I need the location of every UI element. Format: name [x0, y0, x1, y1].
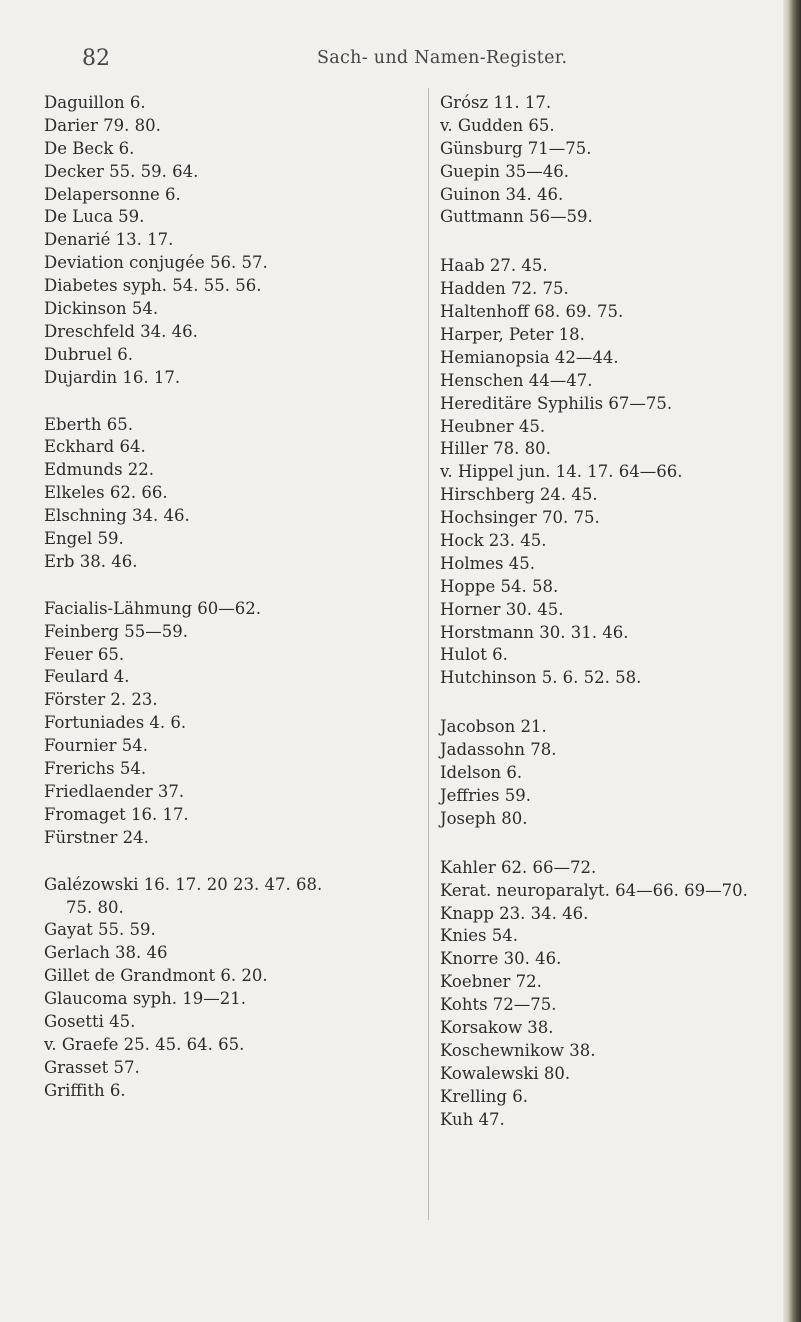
index-entry: Grasset 57. — [44, 1057, 140, 1077]
index-entry: Jeffries 59. — [440, 785, 531, 805]
section-k — [440, 857, 780, 1132]
index-entry: Gosetti 45. — [44, 1011, 136, 1031]
section-gap — [440, 831, 780, 857]
index-entry: Holmes 45. — [440, 553, 535, 573]
index-entry: Idelson 6. — [440, 763, 523, 783]
index-entry: Feinberg 55—59. — [44, 621, 188, 641]
index-entry: Eckhard 64. — [44, 437, 146, 457]
index-entry: Hereditäre Syphilis 67—75. — [440, 393, 673, 413]
section-d — [44, 92, 404, 390]
index-entry: Korsakow 38. — [440, 1017, 554, 1037]
section-gap — [440, 690, 780, 716]
index-entry: Hiller 78. 80. — [440, 439, 551, 459]
index-entry: Gillet de Grandmont 6. 20. — [44, 966, 268, 986]
index-entry: Deviation conjugée 56. 57. — [44, 253, 268, 273]
index-entry: Heubner 45. — [440, 416, 546, 436]
index-entry: Fromaget 16. 17. — [44, 804, 189, 824]
index-entry: Kohts 72—75. — [440, 995, 557, 1015]
index-entry: De Luca 59. — [44, 207, 145, 227]
index-entry: Günsburg 71—75. — [440, 138, 592, 158]
index-entry: Hutchinson 5. 6. 52. 58. — [440, 668, 642, 688]
index-entry: Friedlaender 37. — [44, 781, 185, 801]
index-entry: Decker 55. 59. 64. — [44, 161, 199, 181]
index-entry: Kahler 62. 66—72. — [440, 857, 597, 877]
section-h — [440, 255, 780, 690]
index-entry: Guttmann 56—59. — [440, 207, 593, 227]
index-entry: Horner 30. 45. — [440, 599, 564, 619]
index-entry: Kowalewski 80. — [440, 1063, 571, 1083]
index-entry: Knorre 30. 46. — [440, 949, 562, 969]
section-gap — [44, 390, 404, 414]
section-gap — [44, 850, 404, 874]
section-j — [440, 716, 780, 830]
index-entry: Dubruel 6. — [44, 344, 133, 364]
index-entry: Jadassohn 78. — [440, 740, 557, 760]
index-entry: Kerat. neuroparalyt. 64—66. 69—70. — [440, 880, 748, 900]
column-divider — [428, 88, 429, 1220]
index-entry: Daguillon 6. — [44, 93, 146, 112]
section-g-continued — [440, 92, 780, 229]
index-entry: Elkeles 62. 66. — [44, 483, 168, 503]
index-entry: Joseph 80. — [440, 808, 528, 828]
index-entry: Grósz 11. 17. — [440, 93, 552, 112]
index-entry: Koebner 72. — [440, 972, 542, 992]
index-entry: Horstmann 30. 31. 46. — [440, 622, 629, 642]
index-entry: v. Gudden 65. — [440, 115, 555, 135]
index-entry: Kuh 47. — [440, 1109, 505, 1129]
index-entry: Engel 59. — [44, 529, 124, 549]
index-entry: Fournier 54. — [44, 736, 149, 756]
index-entry: Haab 27. 45. — [440, 256, 548, 276]
index-entry: Hirschberg 24. 45. — [440, 485, 598, 505]
index-entry: Dickinson 54. — [44, 299, 159, 319]
section-f — [44, 598, 404, 850]
section-gap — [440, 229, 780, 255]
index-entry: Edmunds 22. — [44, 460, 155, 480]
index-entry: Guepin 35—46. — [440, 161, 570, 181]
index-entry: Guinon 34. 46. — [440, 184, 564, 204]
section-g — [44, 874, 404, 1103]
index-entry: Feulard 4. — [44, 667, 130, 687]
index-entry: Knies 54. — [440, 926, 518, 946]
index-entry: Koschewnikow 38. — [440, 1040, 596, 1060]
index-entry: Harper, Peter 18. — [440, 325, 585, 345]
index-entry: Gerlach 38. 46 — [44, 943, 168, 963]
index-entry: Fürstner 24. — [44, 827, 149, 847]
index-entry: Jacobson 21. — [440, 717, 547, 737]
page-binding-edge — [783, 0, 801, 1322]
index-entry: Facialis-Lähmung 60—62. — [44, 598, 261, 618]
index-entry: Gayat 55. 59. — [44, 920, 156, 940]
page-header — [0, 46, 801, 76]
index-entry: Erb 38. 46. — [44, 551, 138, 571]
index-entry: Henschen 44—47. — [440, 370, 593, 390]
index-entry: Eberth 65. — [44, 414, 134, 434]
section-gap — [44, 574, 404, 598]
index-entry: Galézowski 16. 17. 20 23. 47. 68. — [44, 874, 323, 894]
index-entry: Hock 23. 45. — [440, 531, 547, 551]
index-entry: Denarié 13. 17. — [44, 230, 174, 250]
index-entry: Fortuniades 4. 6. — [44, 713, 187, 733]
left-column — [44, 92, 404, 1103]
index-entry: Griffith 6. — [44, 1080, 126, 1100]
index-entry: Hemianopsia 42—44. — [440, 347, 619, 367]
section-e — [44, 414, 404, 574]
index-entry: Krelling 6. — [440, 1086, 528, 1106]
index-entry: v. Graefe 25. 45. 64. 65. — [44, 1034, 245, 1054]
page-number: 82 — [82, 46, 110, 71]
index-entry: Förster 2. 23. — [44, 690, 158, 710]
index-entry: Frerichs 54. — [44, 759, 147, 779]
index-entry: Hulot 6. — [440, 645, 508, 665]
index-entry: Elschning 34. 46. — [44, 506, 190, 526]
index-entry: De Beck 6. — [44, 138, 135, 158]
index-entry: Delapersonne 6. — [44, 184, 181, 204]
index-entry: Knapp 23. 34. 46. — [440, 903, 589, 923]
index-entry-continuation: 75. 80. — [66, 897, 124, 917]
running-title: Sach- und Namen-Register. — [317, 48, 568, 68]
index-entry: Hochsinger 70. 75. — [440, 508, 600, 528]
index-entry: Diabetes syph. 54. 55. 56. — [44, 276, 262, 296]
index-entry: Darier 79. 80. — [44, 115, 161, 135]
index-entry: Hadden 72. 75. — [440, 279, 569, 299]
index-entry: Dujardin 16. 17. — [44, 367, 181, 387]
index-entry: v. Hippel jun. 14. 17. 64—66. — [440, 462, 683, 482]
index-entry: Dreschfeld 34. 46. — [44, 321, 198, 341]
index-entry: Feuer 65. — [44, 644, 125, 664]
right-column — [440, 92, 780, 1131]
index-entry: Glaucoma syph. 19—21. — [44, 989, 247, 1009]
index-entry: Hoppe 54. 58. — [440, 576, 559, 596]
index-entry: Haltenhoff 68. 69. 75. — [440, 302, 624, 322]
